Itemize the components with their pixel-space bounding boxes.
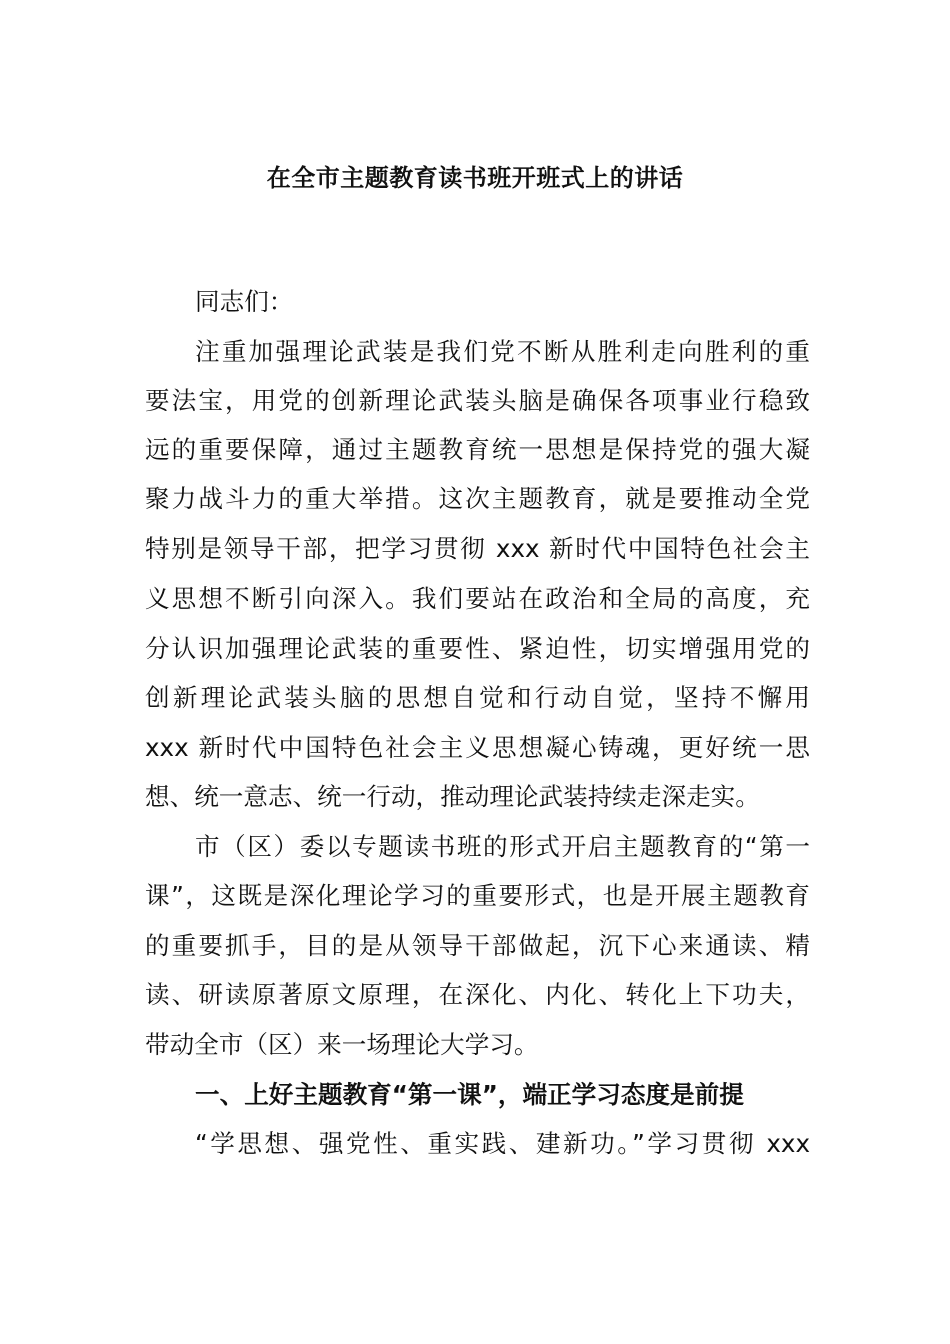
paragraph-line: 读、研读原著原文原理，在深化、内化、转化上下功夫，	[145, 980, 810, 1009]
paragraph-line: 课”，这既是深化理论学习的重要形式，也是开展主题教育	[145, 881, 810, 910]
paragraph-line: 注重加强理论武装是我们党不断从胜利走向胜利的重	[195, 337, 810, 366]
greeting: 同志们：	[195, 287, 294, 316]
paragraph-line: “学思想、强党性、重实践、建新功。”学习贯彻 xxx	[195, 1129, 810, 1158]
paragraph-line: 创新理论武装头脑的思想自觉和行动自觉，坚持不懈用	[145, 683, 810, 712]
paragraph-line: xxx 新时代中国特色社会主义思想凝心铸魂，更好统一思	[145, 733, 810, 762]
paragraph-line: 义思想不断引向深入。我们要站在政治和全局的高度，充	[145, 584, 810, 613]
paragraph-line: 特别是领导干部，把学习贯彻 xxx 新时代中国特色社会主	[145, 534, 810, 563]
paragraph-line: 聚力战斗力的重大举措。这次主题教育，就是要推动全党	[145, 484, 810, 513]
section-heading: 一、上好主题教育“第一课”，端正学习态度是前提	[195, 1080, 744, 1109]
paragraph-line: 远的重要保障，通过主题教育统一思想是保持党的强大凝	[145, 435, 810, 464]
paragraph-line: 分认识加强理论武装的重要性、紧迫性，切实增强用党的	[145, 634, 810, 663]
paragraph-line: 带动全市（区）来一场理论大学习。	[145, 1030, 539, 1059]
paragraph-line: 想、统一意志、统一行动，推动理论武装持续走深走实。	[145, 782, 760, 811]
paragraph-line: 市（区）委以专题读书班的形式开启主题教育的“第一	[195, 832, 810, 861]
paragraph-line: 要法宝，用党的创新理论武装头脑是确保各项事业行稳致	[145, 386, 810, 415]
document-title: 在全市主题教育读书班开班式上的讲话	[266, 164, 684, 192]
paragraph-line: 的重要抓手，目的是从领导干部做起，沉下心来通读、精	[145, 931, 810, 960]
